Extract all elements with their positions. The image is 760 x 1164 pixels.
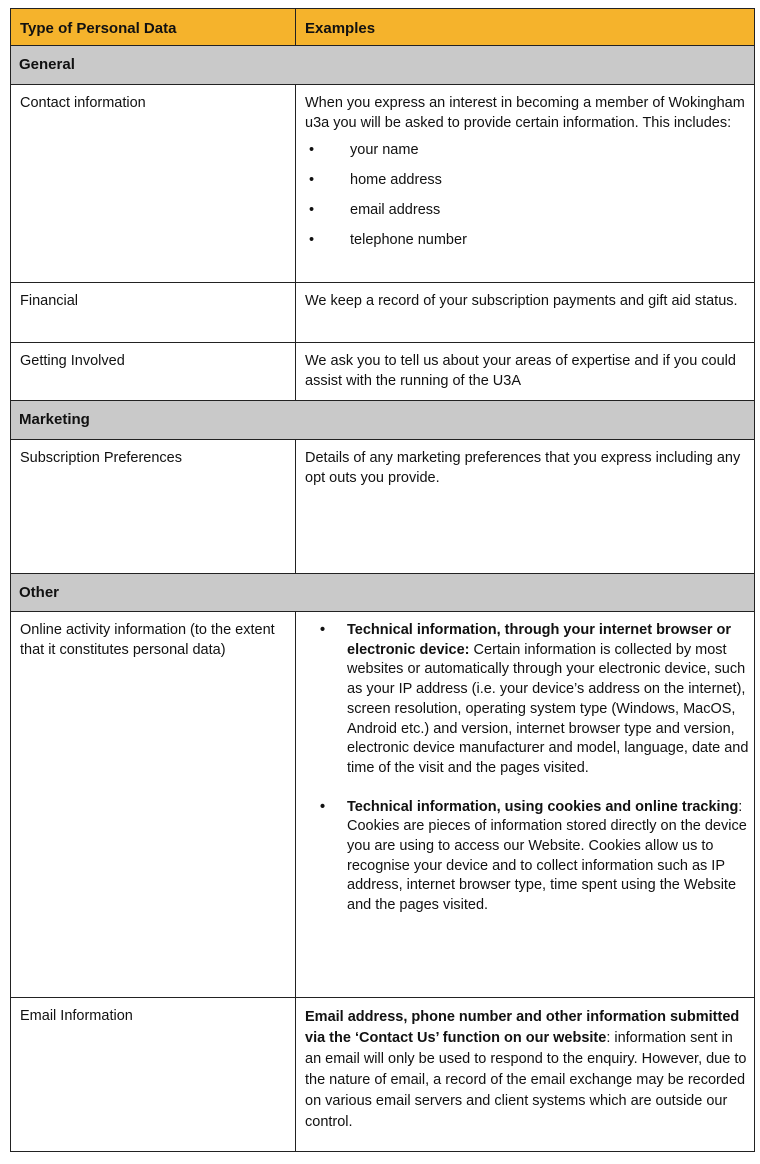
list-item: • your name <box>309 142 419 158</box>
row-label-email: Email Information <box>20 1008 133 1024</box>
list-item: • telephone number <box>309 232 467 248</box>
section-marketing: Marketing <box>10 401 755 440</box>
table-row-online-activity <box>10 612 755 998</box>
header-examples: Examples <box>295 9 756 45</box>
section-general: General <box>10 46 755 85</box>
list-item: • Technical information, using cookies and online tracking: Cookies are pieces of information stored directly on the device you are using to access our Website. Cookies allow us to recognise your device and to collect information such as IP address, internet browser type, time spent using the Website and the pages visited. <box>320 798 747 914</box>
contact-items-list <box>305 141 752 261</box>
bullet-icon: • <box>309 232 315 248</box>
row-value-online-activity <box>295 612 756 997</box>
section-other: Other <box>10 574 755 612</box>
table-header <box>10 8 755 46</box>
row-value-subscription: Details of any marketing preferences that you express including any opt outs you provide. <box>295 440 756 573</box>
row-value-getting-involved: We ask you to tell us about your areas of expertise and if you could assist with the running of the U3A <box>295 343 756 400</box>
technical-info-list <box>305 621 754 916</box>
bullet-icon: • <box>309 172 315 188</box>
list-item: • email address <box>309 202 441 218</box>
row-label-online-activity: Online activity information (to the extent that it constitutes personal data) <box>20 622 275 658</box>
personal-data-table <box>10 8 755 1152</box>
table-row-subscription <box>10 440 755 574</box>
row-label-financial: Financial <box>20 293 79 309</box>
row-label-subscription: Subscription Preferences <box>20 450 182 466</box>
row-value-financial: We keep a record of your subscription payments and gift aid status. <box>295 283 756 342</box>
table-row-contact <box>10 85 755 283</box>
table-row-email <box>10 998 755 1152</box>
table-row-financial <box>10 283 755 343</box>
list-item: • home address <box>309 172 442 188</box>
row-value-contact <box>295 85 756 282</box>
table-row-getting-involved <box>10 343 755 401</box>
bullet-icon: • <box>320 798 326 815</box>
bullet-icon: • <box>309 142 315 158</box>
bullet-icon: • <box>320 622 326 638</box>
row-label-getting-involved: Getting Involved <box>20 353 125 369</box>
row-label-contact: Contact information <box>20 95 146 111</box>
list-item: • Technical information, through your internet browser or electronic device: Certain information is collected by most websites or automatically through your electronic device, such as your IP address (i.e. your device’s address on the internet), screen resolution, operating system type (Windows, MacOS, Android etc.) and version, internet browser type and version, electronic device manufacturer and model, language, date and time of the visit and the pages visited. <box>320 622 749 776</box>
contact-intro: When you express an interest in becoming a member of Wokingham u3a you will be asked to provide certain information. This includes: <box>305 95 745 131</box>
row-value-email: Email address, phone number and other information submitted via the ‘Contact Us’ function on our website: information sent in an email will only be used to respond to the enquiry. However, due to the nature of email, a record of the email exchange may be recorded on various email servers and client systems which are outside our control. <box>295 998 756 1151</box>
bullet-icon: • <box>309 202 315 218</box>
header-type-of-personal-data: Type of Personal Data <box>20 20 177 37</box>
